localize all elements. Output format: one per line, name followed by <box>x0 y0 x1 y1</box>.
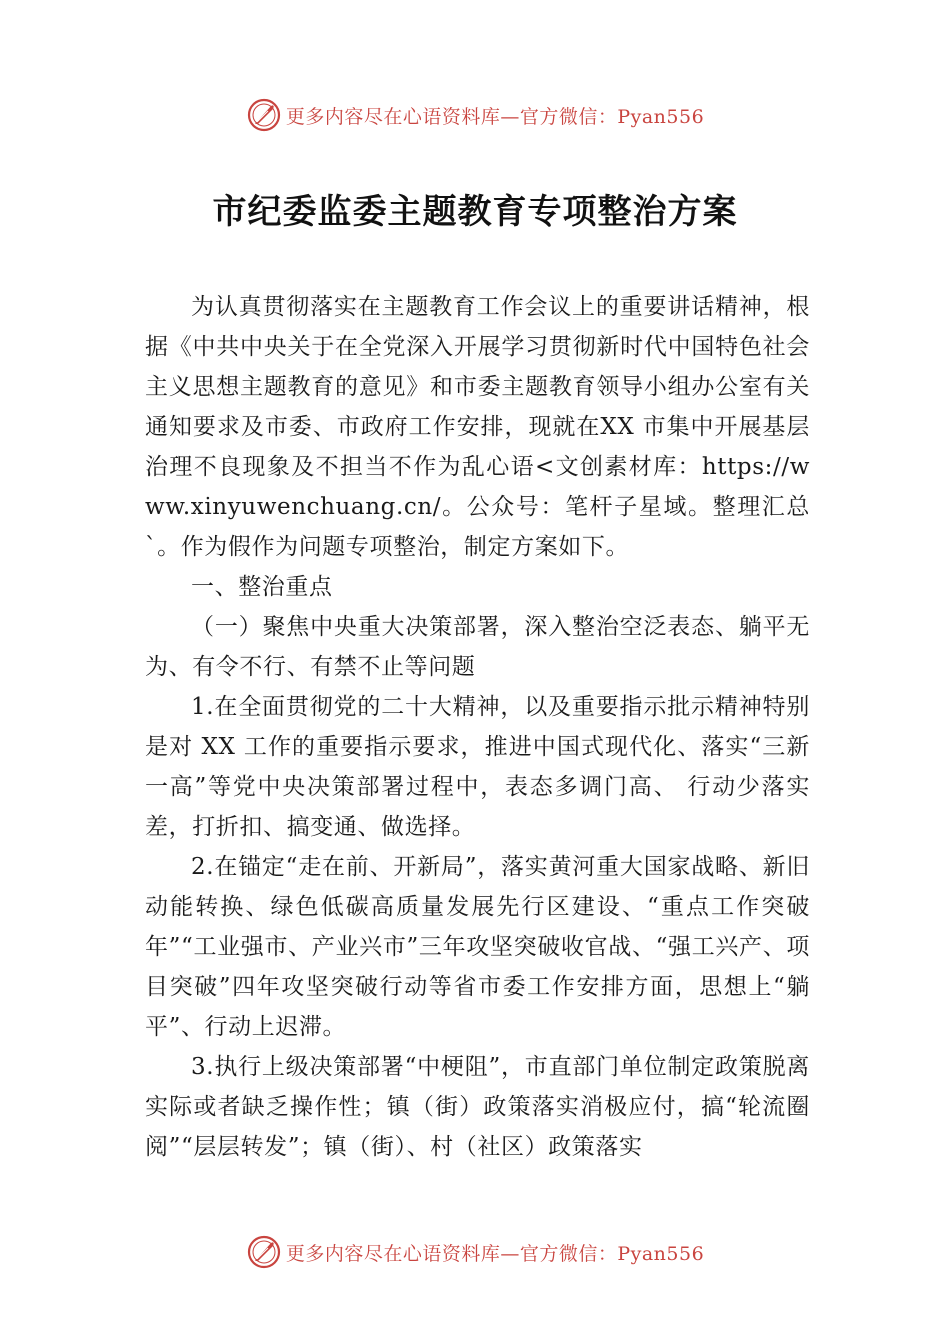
item-paragraph: 2.在锚定“走在前、开新局”，落实黄河重大国家战略、新旧动能转换、绿色低碳高质量发展先行区建设、“重点工作突破年”“工业强市、产业兴市”三年攻坚突破收官战、“强工兴产、项目突破”四年攻坚突破行动等省市委工作安排方面，思想上“躺平”、行动上迟滞。 <box>145 854 810 1040</box>
item-paragraph: 3.执行上级决策部署“中梗阻”，市直部门单位制定政策脱离实际或者缺乏操作性；镇（街）政策落实消极应付，搞“轮流圈阅”“层层转发”；镇（街）、村（社区）政策落实 <box>145 1054 810 1160</box>
quill-logo-icon <box>246 1234 282 1270</box>
subsection-heading: （一）聚焦中央重大决策部署，深入整治空泛表态、躺平无为、有令不行、有禁不止等问题 <box>145 614 810 680</box>
intro-paragraph: 为认真贯彻落实在主题教育工作会议上的重要讲话精神，根据《中共中央关于在全党深入开展学习贯彻新时代中国特色社会主义思想主题教育的意见》和市委主题教育领导小组办公室有关通知要求及市委、市政府工作安排，现就在XX 市集中开展基层治理不良现象及不担当不作为乱心语<文创素材库：https://www.xinyuwenchuang.cn/。公众号：笔杆子星域。整理汇总`。作为假作为问题专项整治，制定方案如下。 <box>145 294 810 560</box>
footer-banner-text: 更多内容尽在心语资料库—官方微信：Pyan556 <box>285 1242 705 1265</box>
item-paragraph: 1.在全面贯彻党的二十大精神，以及重要指示批示精神特别是对 XX 工作的重要指示要求，推进中国式现代化、落实“三新一高”等党中央决策部署过程中，表态多调门高、 行动少落实差，打折扣、搞变通、做选择。 <box>145 694 810 840</box>
quill-logo-icon <box>246 97 282 133</box>
document-body <box>145 287 810 1167</box>
header-banner-text: 更多内容尽在心语资料库—官方微信：Pyan556 <box>285 105 705 128</box>
header-banner <box>0 95 950 135</box>
footer-banner <box>0 1232 950 1272</box>
section-heading: 一、整治重点 <box>191 574 333 600</box>
document-title: 市纪委监委主题教育专项整治方案 <box>212 192 738 232</box>
